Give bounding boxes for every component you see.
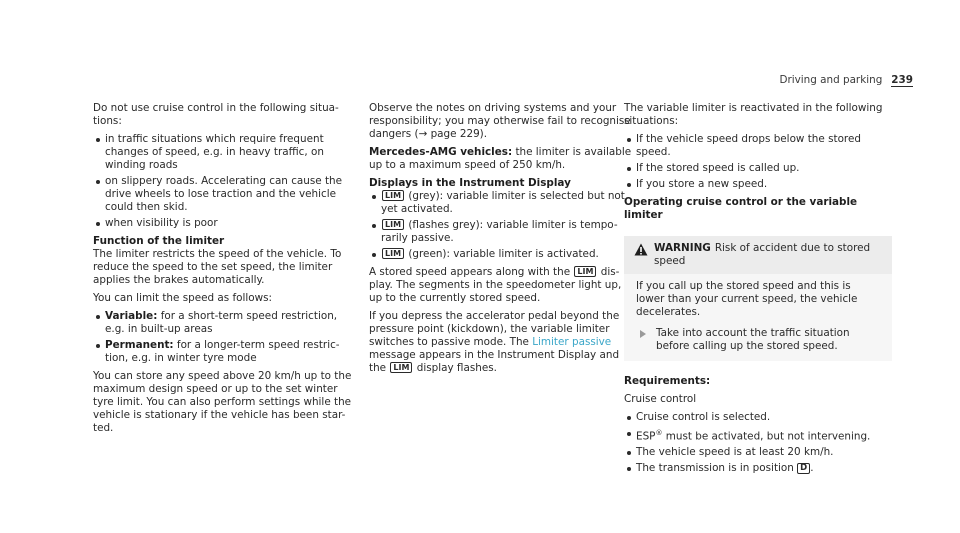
- page-number: 239: [891, 74, 913, 86]
- warning-head-text: Risk of accident due to stored speed: [654, 242, 871, 267]
- list-item: when visibility is poor: [93, 217, 358, 230]
- stored-speed-text: A stored speed appears along with the LIM dis-play. The segments in the speedometer light up, up to the currently stored speed.: [369, 266, 622, 304]
- list-item: If the vehicle speed drops below the stored speed.: [624, 133, 892, 159]
- bullet-icon: [96, 138, 100, 142]
- warning-note: Take into account the traffic situation before calling up the stored speed.: [636, 327, 880, 353]
- function-heading: Function of the limiter: [93, 235, 225, 247]
- list-item: Cruise control is selected.: [624, 411, 892, 424]
- list-item: on slippery roads. Accelerating can cause the drive wheels to lose traction and the vehicle could then skid.: [93, 175, 358, 214]
- bullet-icon: [96, 344, 100, 348]
- bullet-icon: [627, 138, 631, 142]
- list-item: If the stored speed is called up.: [624, 162, 892, 175]
- lim-symbol: LIM: [382, 248, 404, 259]
- list-item: LIM (green): variable limiter is activated.: [369, 248, 634, 261]
- bullet-icon: [372, 253, 376, 257]
- list-item: Variable: for a short-term speed restriction, e.g. in built-up areas: [93, 310, 358, 336]
- bullet-icon: [627, 467, 631, 471]
- warning-box: [624, 236, 892, 361]
- store-text: You can store any speed above 20 km/h up to the maximum design speed or up to the set winter tyre limit. You can also perform settings while the vehicle is stationary if the vehicle has been star-ted.: [93, 370, 352, 434]
- bullet-icon: [372, 224, 376, 228]
- kickdown-text: If you depress the accelerator pedal beyond the pressure point (kickdown), the variable limiter switches to passive mode. The Limiter passive message appears in the Instrument Display and the LIM display flashes.: [369, 310, 620, 374]
- section-title: Driving and parking: [779, 74, 883, 86]
- warning-body: [624, 274, 892, 361]
- lim-symbol: LIM: [390, 362, 412, 373]
- list-item: If you store a new speed.: [624, 178, 892, 191]
- lim-symbol: LIM: [382, 190, 404, 201]
- reactivated-intro: The variable limiter is reactivated in the following situations:: [624, 102, 883, 127]
- lim-symbol: LIM: [382, 219, 404, 230]
- bullet-icon: [627, 416, 631, 420]
- bullet-icon: [372, 195, 376, 199]
- bullet-icon: [627, 167, 631, 171]
- display-list: [369, 190, 634, 261]
- arrow-right-icon: [640, 330, 646, 338]
- list-item: The transmission is in position D .: [624, 462, 892, 475]
- bullet-icon: [96, 315, 100, 319]
- list-item: The vehicle speed is at least 20 km/h.: [624, 446, 892, 459]
- esp-label: ESP: [636, 430, 656, 443]
- warning-title: WARNING: [654, 242, 711, 254]
- amg-paragraph: Mercedes-AMG vehicles: the limiter is available up to a maximum speed of 250 km/h.: [369, 146, 632, 171]
- list-item: LIM (flashes grey): variable limiter is tempo-rarily passive.: [369, 219, 634, 245]
- list-item: LIM (grey): variable limiter is selected but not yet activated.: [369, 190, 634, 216]
- column-2: [369, 102, 634, 380]
- list-item: Permanent: for a longer-term speed restric-tion, e.g. in winter tyre mode: [93, 339, 358, 365]
- situations-list: [93, 133, 358, 230]
- amg-label: Mercedes-AMG vehicles:: [369, 146, 513, 158]
- limit-intro: You can limit the speed as follows:: [93, 292, 273, 304]
- observe-text: Observe the notes on driving systems and your responsibility; you may otherwise fail to recognise dangers (→ page 229).: [369, 102, 631, 140]
- warning-header: [624, 236, 892, 274]
- limiter-passive-message: Limiter passive: [532, 336, 612, 348]
- requirements-sub: Cruise control: [624, 393, 697, 405]
- page-header: [779, 74, 913, 87]
- variable-label: Variable:: [105, 310, 158, 322]
- warning-triangle-icon: [634, 243, 648, 256]
- requirements-heading: Requirements:: [624, 375, 711, 387]
- bullet-icon: [96, 222, 100, 226]
- warning-text: If you call up the stored speed and this is lower than your current speed, the vehicle decelerates.: [636, 280, 858, 318]
- function-text: The limiter restricts the speed of the vehicle. To reduce the speed to the set speed, the limiter applies the brakes automatically.: [93, 248, 342, 286]
- column-1: [93, 102, 358, 440]
- operating-heading: Operating cruise control or the variable limiter: [624, 196, 858, 221]
- lim-symbol: LIM: [574, 266, 596, 277]
- column-3: [624, 102, 892, 480]
- bullet-icon: [627, 451, 631, 455]
- reactivated-list: [624, 133, 892, 191]
- bullet-icon: [627, 183, 631, 187]
- gear-d-symbol: D: [797, 463, 810, 474]
- list-item: in traffic situations which require frequent changes of speed, e.g. in heavy traffic, on winding roads: [93, 133, 358, 172]
- registered-mark: ®: [655, 429, 663, 437]
- intro-text: Do not use cruise control in the following situa-tions:: [93, 102, 339, 127]
- requirements-list: [624, 411, 892, 475]
- bullet-icon: [96, 180, 100, 184]
- display-heading: Displays in the Instrument Display: [369, 177, 571, 189]
- list-item: ESP® must be activated, but not intervening.: [624, 427, 892, 443]
- permanent-label: Permanent:: [105, 339, 174, 351]
- limit-modes-list: [93, 310, 358, 365]
- bullet-icon: [627, 432, 631, 436]
